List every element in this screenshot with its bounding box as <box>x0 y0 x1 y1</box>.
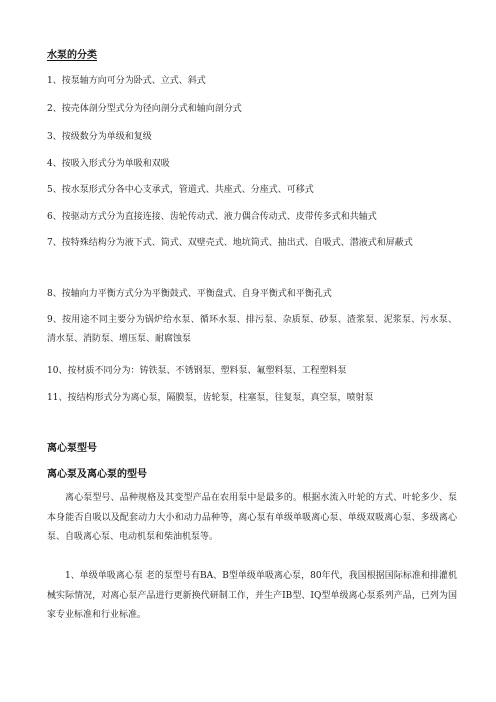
list-item: 1、按泵轴方向可分为卧式、立式、斜式 <box>47 76 206 86</box>
paragraph-single-stage-pump: 1、单级单吸离心泵 老的泵型号有BA、B型单级单吸离心泵，80年代，我国根据国际标准和排灌机械实际情况，对离心泵产品进行更新换代研制工作，并生产IB型、IQ型单级离心泵系列产品，已列为国家专业标准和行业标准。 <box>47 571 457 620</box>
heading-pump-classification: 水泵的分类 <box>47 50 97 61</box>
list-item: 7、按特殊结构分为液下式、筒式、双壁壳式、地坑筒式、抽出式、自吸式、潜液式和屏蔽式 <box>47 238 413 248</box>
heading-centrifugal-pump-models: 离心泵型号 <box>47 443 97 454</box>
list-item: 8、按轴向力平衡方式分为平衡鼓式、平衡盘式、自身平衡式和平衡孔式 <box>47 289 332 299</box>
list-item: 5、按水泵形式分各中心支承式，管道式、共座式、分座式、可移式 <box>47 185 314 195</box>
list-item: 11、按结构形式分为离心泵，隔膜泵，齿轮泵，柱塞泵，往复泵，真空泵，喷射泵 <box>47 393 374 403</box>
list-item: 4、按吸入形式分为单吸和双吸 <box>47 159 170 169</box>
heading-centrifugal-pump-and-models: 离心泵及离心泵的型号 <box>47 469 147 480</box>
list-item: 2、按壳体剖分型式分为径向剖分式和轴向剖分式 <box>47 104 242 114</box>
list-item: 9、按用途不同主要分为锅炉给水泵、循环水泵、排污泵、杂质泵、砂泵、渣浆泵、泥浆泵、污水泵、清水泵、消防泵、增压泵、耐腐蚀泵 <box>47 315 457 344</box>
list-item: 6、按驱动方式分为直接连接、齿轮传动式、液力偶合传动式、皮带传多式和共轴式 <box>47 212 377 222</box>
paragraph-intro: 离心泵型号、品种规格及其变型产品在农用泵中是最多的。根据水流入叶轮的方式、叶轮多少、泵本身能否自吸以及配套动力大小和动力品种等，离心泵有单级单吸离心泵、单级双吸离心泵、多级离心泵、自吸离心泵、电动机泵和柴油机泵等。 <box>47 493 457 542</box>
list-item: 10、按材质不同分为：铸铁泵、不锈钢泵、塑料泵、氟塑料泵、工程塑料泵 <box>47 366 347 376</box>
list-item: 3、按级数分为单级和复级 <box>47 132 152 142</box>
